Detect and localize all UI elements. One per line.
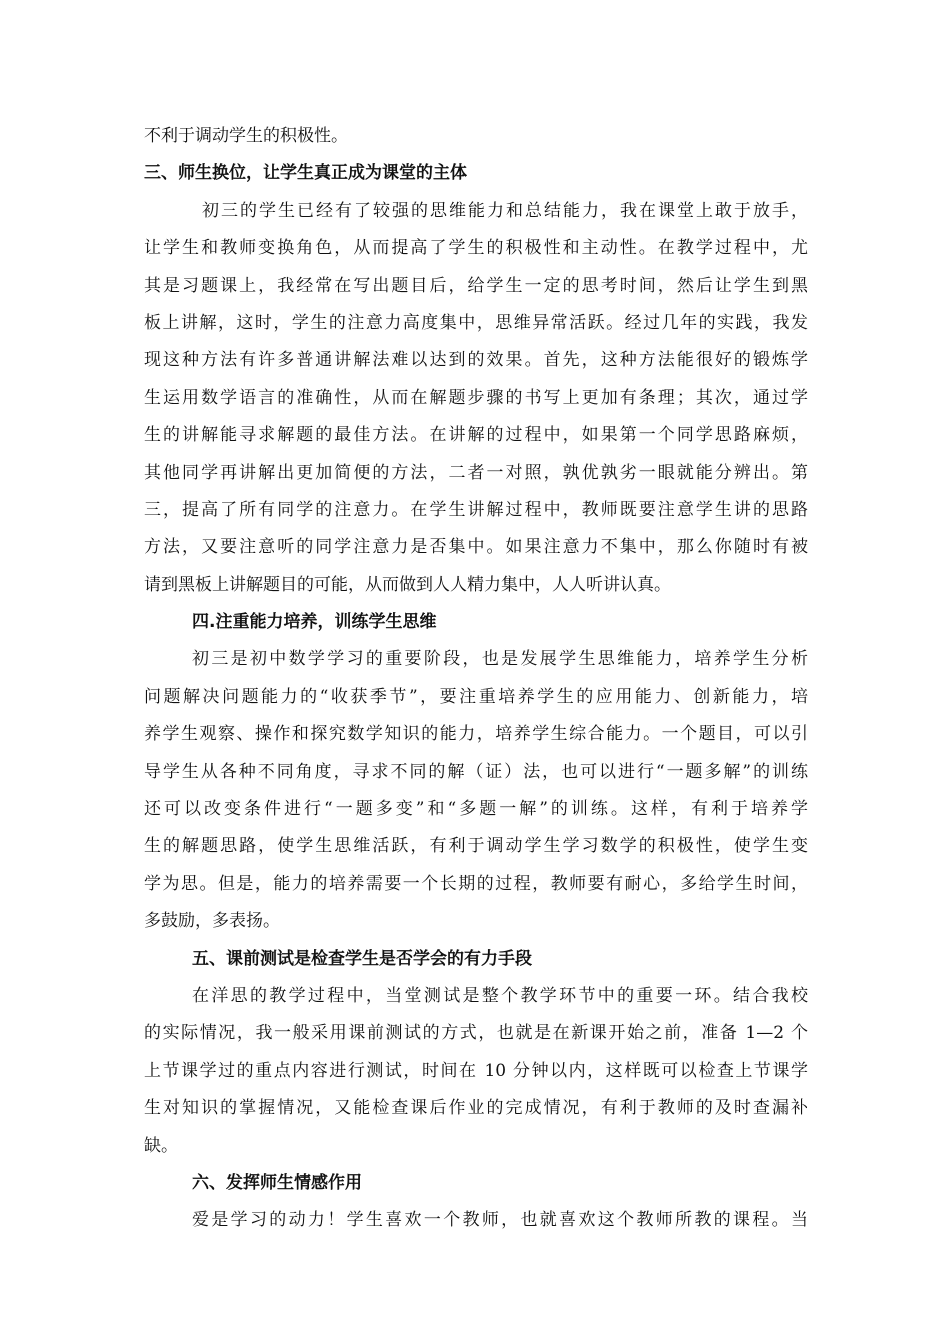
document-page bbox=[144, 118, 808, 1240]
paragraph-line: 板上讲解，这时，学生的注意力高度集中，思维异常活跃。经过几年的实践，我发 bbox=[144, 312, 808, 333]
paragraph-line: 生的讲解能寻求解题的最佳方法。在讲解的过程中，如果第一个同学思路麻烦， bbox=[144, 425, 808, 446]
paragraph-line: 爱是学习的动力！学生喜欢一个教师，也就喜欢这个教师所教的课程。当 bbox=[192, 1210, 808, 1231]
paragraph-line: 上节课学过的重点内容进行测试，时间在 10 分钟以内，这样既可以检查上节课学 bbox=[144, 1060, 808, 1081]
paragraph-line: 生运用数学语言的准确性，从而在解题步骤的书写上更加有条理；其次，通过学 bbox=[144, 387, 808, 408]
paragraph-line: 生的解题思路，使学生思维活跃，有利于调动学生学习数学的积极性，使学生变 bbox=[144, 836, 808, 857]
paragraph-line: 不利于调动学生的积极性。 bbox=[144, 126, 348, 146]
paragraph-line: 养学生观察、操作和探究数学知识的能力，培养学生综合能力。一个题目，可以引 bbox=[144, 724, 808, 745]
paragraph-line: 初三的学生已经有了较强的思维能力和总结能力，我在课堂上敢于放手， bbox=[202, 200, 808, 221]
paragraph-line: 还可以改变条件进行“一题多变”和“多题一解”的训练。这样，有利于培养学 bbox=[144, 799, 808, 820]
paragraph-line: 生对知识的掌握情况，又能检查课后作业的完成情况，有利于教师的及时查漏补 bbox=[144, 1098, 808, 1119]
paragraph-line: 让学生和教师变换角色，从而提高了学生的积极性和主动性。在教学过程中，尤 bbox=[144, 238, 808, 259]
paragraph-line: 在洋思的教学过程中，当堂测试是整个教学环节中的重要一环。结合我校 bbox=[192, 985, 808, 1006]
paragraph-line: 的实际情况，我一般采用课前测试的方式，也就是在新课开始之前，准备 1—2 个 bbox=[144, 1023, 808, 1044]
section-heading-5: 五、课前测试是检查学生是否学会的有力手段 bbox=[192, 948, 532, 969]
paragraph-line: 多鼓励，多表扬。 bbox=[144, 911, 280, 932]
paragraph-line: 请到黑板上讲解题目的可能，从而做到人人精力集中，人人听讲认真。 bbox=[144, 574, 671, 595]
paragraph-line: 其是习题课上，我经常在写出题目后，给学生一定的思考时间，然后让学生到黑 bbox=[144, 275, 808, 296]
paragraph-line: 三，提高了所有同学的注意力。在学生讲解过程中，教师既要注意学生讲的思路 bbox=[144, 499, 808, 520]
section-heading-3: 三、师生换位，让学生真正成为课堂的主体 bbox=[144, 163, 467, 184]
section-heading-6: 六、发挥师生情感作用 bbox=[192, 1172, 362, 1193]
paragraph-line: 其他同学再讲解出更加简便的方法，二者一对照，孰优孰劣一眼就能分辨出。第 bbox=[144, 462, 808, 483]
paragraph-line: 缺。 bbox=[144, 1135, 178, 1156]
paragraph-line: 导学生从各种不同角度，寻求不同的解（证）法，也可以进行“一题多解”的训练 bbox=[144, 761, 808, 782]
paragraph-line: 初三是初中数学学习的重要阶段，也是发展学生思维能力，培养学生分析 bbox=[192, 649, 808, 670]
paragraph-line: 方法，又要注意听的同学注意力是否集中。如果注意力不集中，那么你随时有被 bbox=[144, 537, 808, 558]
paragraph-line: 问题解决问题能力的“收获季节”，要注重培养学生的应用能力、创新能力，培 bbox=[144, 686, 808, 707]
section-heading-4: 四.注重能力培养，训练学生思维 bbox=[192, 612, 437, 633]
paragraph-line: 学为思。但是，能力的培养需要一个长期的过程，教师要有耐心，多给学生时间， bbox=[144, 873, 808, 894]
paragraph-line: 现这种方法有许多普通讲解法难以达到的效果。首先，这种方法能很好的锻炼学 bbox=[144, 350, 808, 371]
